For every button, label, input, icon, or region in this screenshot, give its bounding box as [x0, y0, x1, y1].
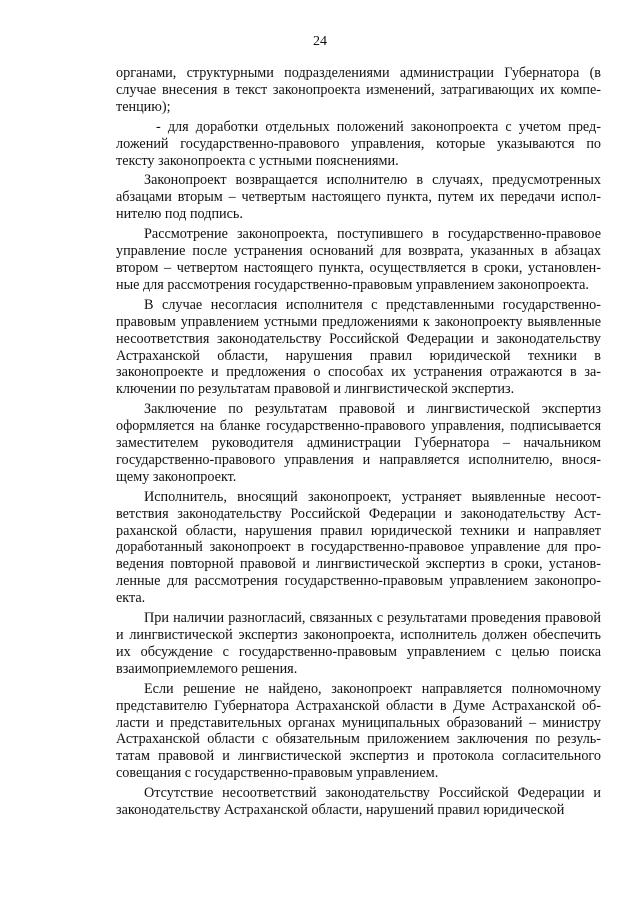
paragraph-5: В случае несогласия исполнителя с представленными государственно-правовым управлением устными предложениями к законопроекту выявленные несоответствия законодательству Российской Федерации и законодательству Астраханской области, нарушения правил юридической техники в законопроекте и предложения о способах их устранения отражаются в заключении по результатам правовой и лингвистической экспертиз.	[116, 296, 601, 398]
paragraph-10: Отсутствие несоответствий законодательству Российской Федерации и законодательству Астраханской области, нарушений правил юридической	[116, 785, 601, 819]
paragraph-4: Рассмотрение законопроекта, поступившего в государственно-правовое управление после устранения оснований для возврата, указанных в абзацах втором – четвертом настоящего пункта, осуществляется в сроки, установленные для рассмотрения государственно-правовым управлением законопроекта.	[116, 226, 601, 293]
paragraph-1: органами, структурными подразделениями администрации Губернатора (в случае внесения в текст законопроекта изменений, затрагивающих их компетенцию);	[116, 65, 601, 115]
paragraph-9: Если решение не найдено, законопроект направляется полномочному представителю Губернатора Астраханской области в Думе Астраханской области и представительных органах муниципальных образований – министру Астраханской области с обязательным приложением заключения по результатам правовой и лингвистической экспертиз и протокола согласительного совещания с государственно-правовым управлением.	[116, 680, 601, 782]
paragraph-3: Законопроект возвращается исполнителю в случаях, предусмотренных абзацами вторым – четвертым настоящего пункта, путем их передачи исполнителю под подпись.	[116, 172, 601, 223]
paragraph-8: При наличии разногласий, связанных с результатами проведения правовой и лингвистической экспертиз законопроекта, исполнитель должен обеспечить их обсуждение с государственно-правовым управлением с целью поиска взаимоприемлемого решения.	[116, 610, 601, 677]
paragraph-7: Исполнитель, вносящий законопроект, устраняет выявленные несоответствия законодательству Российской Федерации и законодательству Астраханской области, нарушения правил юридической техники и направляет доработанный законопроект в государственно-правовое управление для проведения повторной правовой и лингвистической экспертиз в сроки, установленные для рассмотрения государственно-правовым управлением законопроекта.	[116, 488, 601, 607]
page-number: 24	[313, 34, 327, 49]
paragraph-6: Заключение по результатам правовой и лингвистической экспертиз оформляется на бланке государственно-правового управления, подписывается заместителем руководителя администрации Губернатора – начальником государственно-правового управления и направляется исполнителю, вносящему законопроект.	[116, 401, 601, 485]
document-body	[116, 65, 601, 822]
paragraph-2: - для доработки отдельных положений законопроекта с учетом предложений государственно-правового управления, которые указываются по тексту законопроекта с устными пояснениями.	[116, 118, 601, 169]
